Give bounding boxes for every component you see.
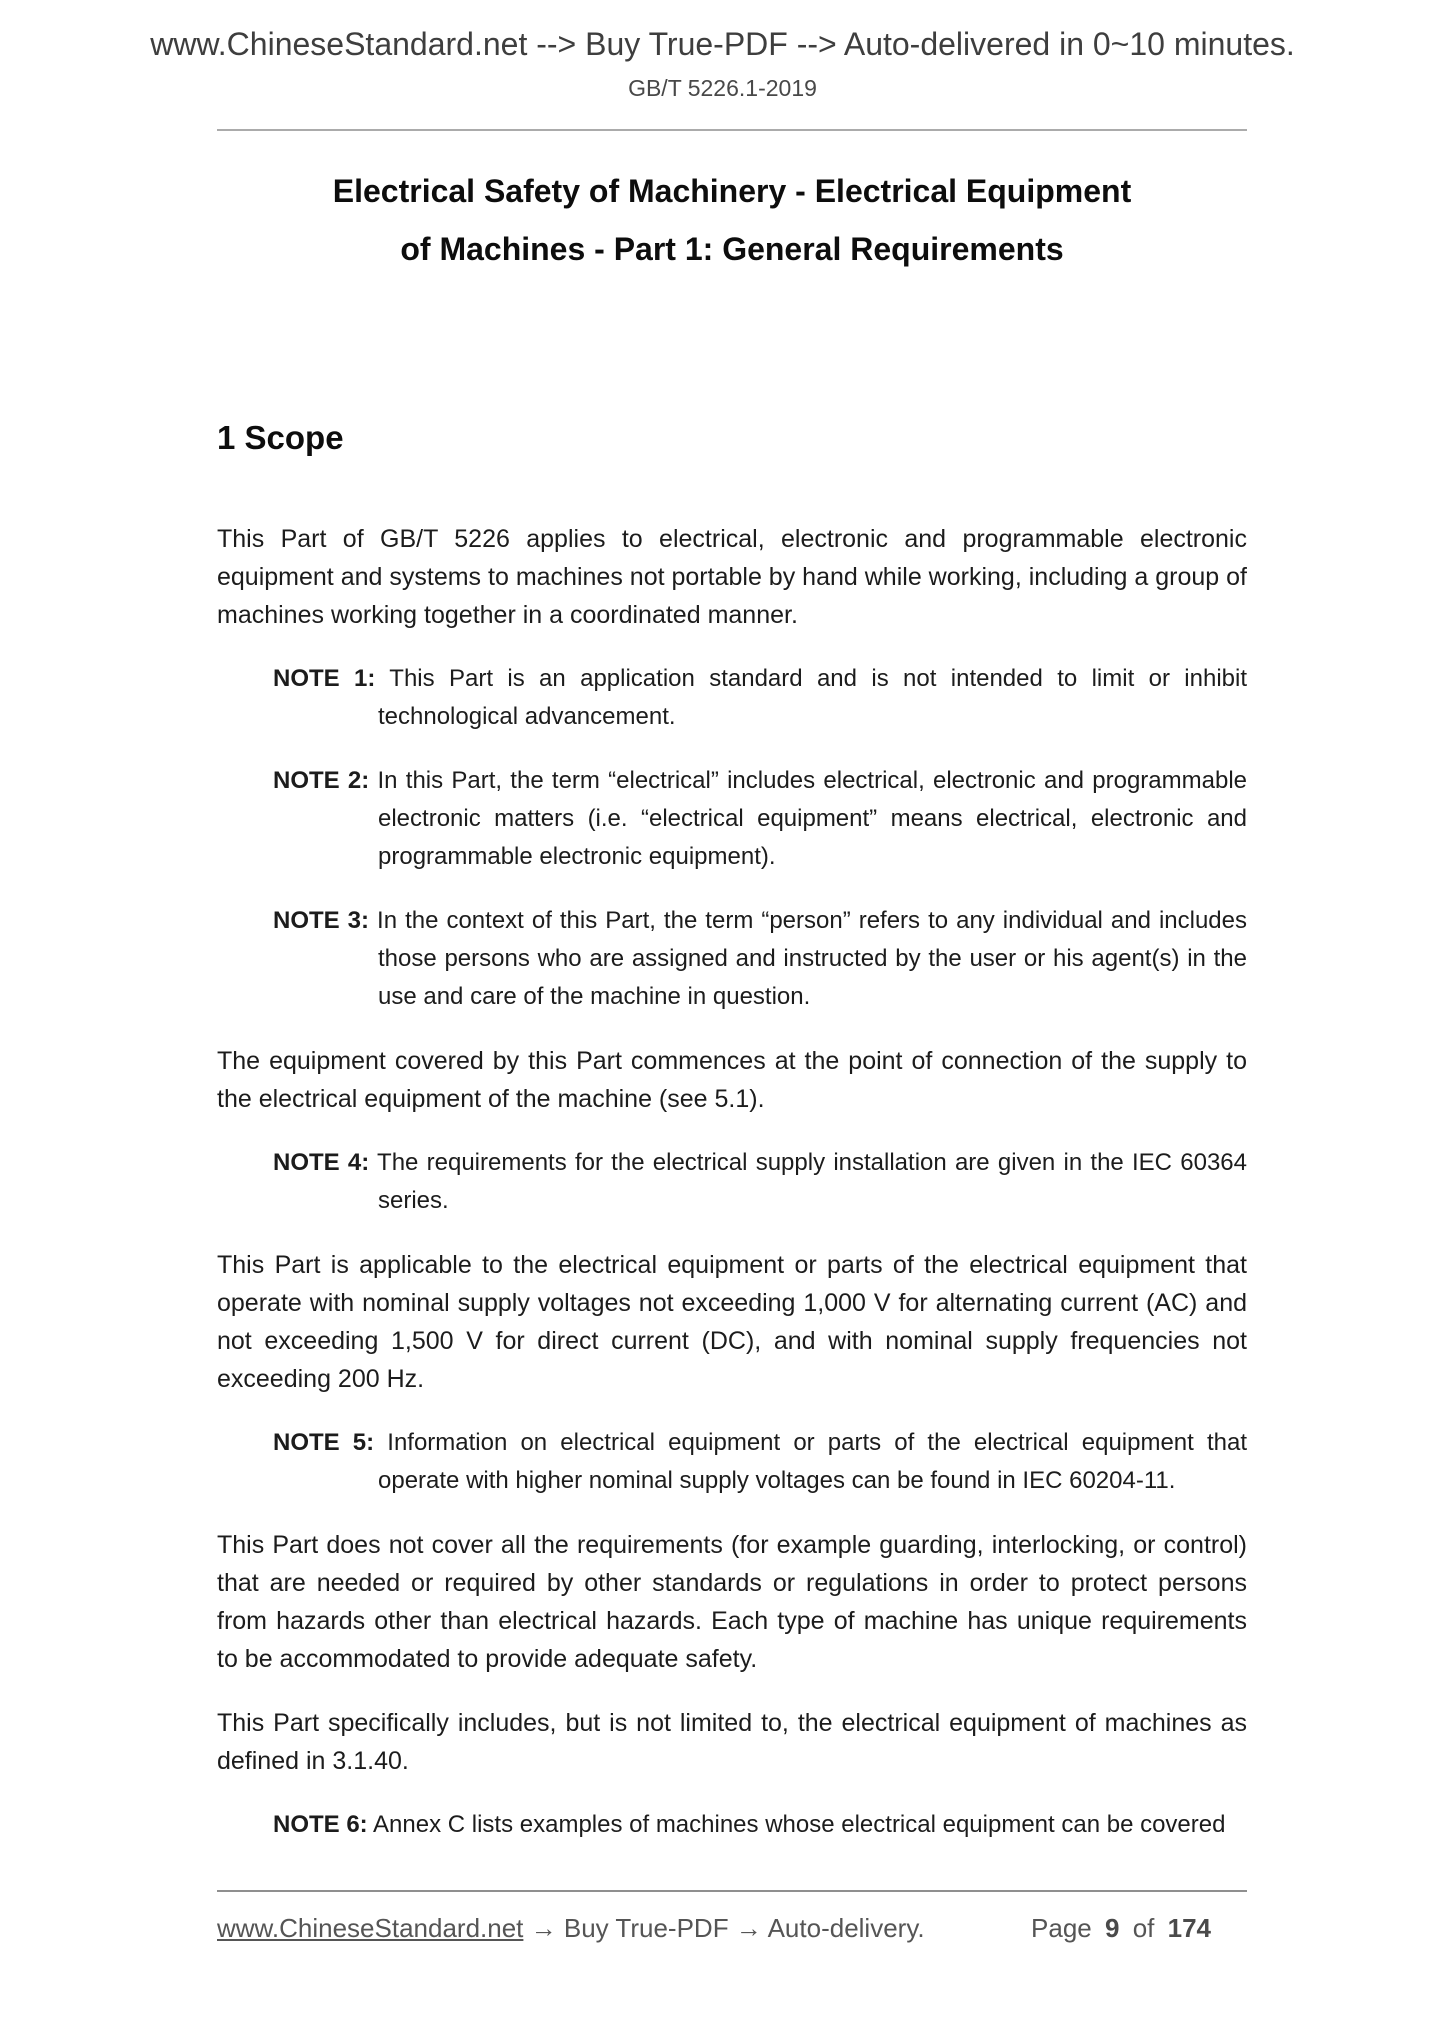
page-total: 174 (1167, 1913, 1211, 1943)
footer-tagline (217, 1912, 925, 1944)
header-tagline: www.ChineseStandard.net --> Buy True-PDF --> Auto-delivered in 0~10 minutes. (150, 26, 1295, 62)
footer-tagline-rest: → Buy True-PDF → Auto-delivery. (530, 1913, 925, 1943)
document-body (217, 520, 1247, 1844)
footer-divider (217, 1890, 1247, 1892)
note-label: NOTE 2: (273, 767, 370, 794)
paragraph: The equipment covered by this Part commences at the point of connection of the supply to the electrical equipment of the machine (see 5.1). (217, 1047, 1247, 1113)
paragraph: This Part does not cover all the requirements (for example guarding, interlocking, or control) that are needed or required by other standards or regulations in order to protect persons from hazards other than electrical hazards. Each type of machine has unique requirements to be accommodated to provide adequate safety. (217, 1531, 1247, 1673)
note: NOTE 1: This Part is an application standard and is not intended to limit or inhibit technological advancement. (273, 665, 1247, 730)
paragraph: This Part specifically includes, but is not limited to, the electrical equipment of machines as defined in 3.1.40. (217, 1709, 1247, 1775)
note: NOTE 6: Annex C lists examples of machines whose electrical equipment can be covered (273, 1811, 1226, 1838)
note-label: NOTE 4: (273, 1149, 370, 1176)
doc-number: GB/T 5226.1-2019 (628, 75, 817, 101)
page-content (217, 129, 1247, 1944)
doc-title (217, 173, 1247, 268)
of-label: of (1132, 1913, 1155, 1943)
page-indicator (1031, 1912, 1211, 1944)
page-label: Page (1031, 1913, 1092, 1943)
header-divider (217, 129, 1247, 131)
note-label: NOTE 6: (273, 1811, 368, 1838)
note-label: NOTE 3: (273, 907, 370, 934)
footer-site-link[interactable]: www.ChineseStandard.net (217, 1913, 524, 1943)
doc-title-line-1: Electrical Safety of Machinery - Electrical Equipment (332, 173, 1132, 209)
page-current: 9 (1104, 1913, 1120, 1943)
page-footer (217, 1912, 1247, 1944)
note: NOTE 2: In this Part, the term “electrical” includes electrical, electronic and programmable electronic matters (i.e. “electrical equipment” means electrical, electronic and programmable electronic equipment). (273, 767, 1247, 870)
note: NOTE 5: Information on electrical equipment or parts of the electrical equipment that operate with higher nominal supply voltages can be found in IEC 60204-11. (273, 1429, 1247, 1494)
note-label: NOTE 1: (273, 665, 376, 692)
note: NOTE 4: The requirements for the electrical supply installation are given in the IEC 60364 series. (273, 1149, 1247, 1214)
note-label: NOTE 5: (273, 1429, 375, 1456)
paragraph: This Part of GB/T 5226 applies to electrical, electronic and programmable electronic equipment and systems to machines not portable by hand while working, including a group of machines working together in a coordinated manner. (217, 525, 1247, 629)
paragraph: This Part is applicable to the electrical equipment or parts of the electrical equipment that operate with nominal supply voltages not exceeding 1,000 V for alternating current (AC) and not exceeding 1,500 V for direct current (DC), and with nominal supply frequencies not exceeding 200 Hz. (217, 1251, 1247, 1393)
section-heading-scope: 1 Scope (217, 419, 344, 456)
page-header (0, 0, 1445, 102)
doc-title-line-2: of Machines - Part 1: General Requirements (400, 231, 1064, 267)
note: NOTE 3: In the context of this Part, the term “person” refers to any individual and includes those persons who are assigned and instructed by the user or his agent(s) in the use and care of the machine in question. (273, 907, 1247, 1010)
